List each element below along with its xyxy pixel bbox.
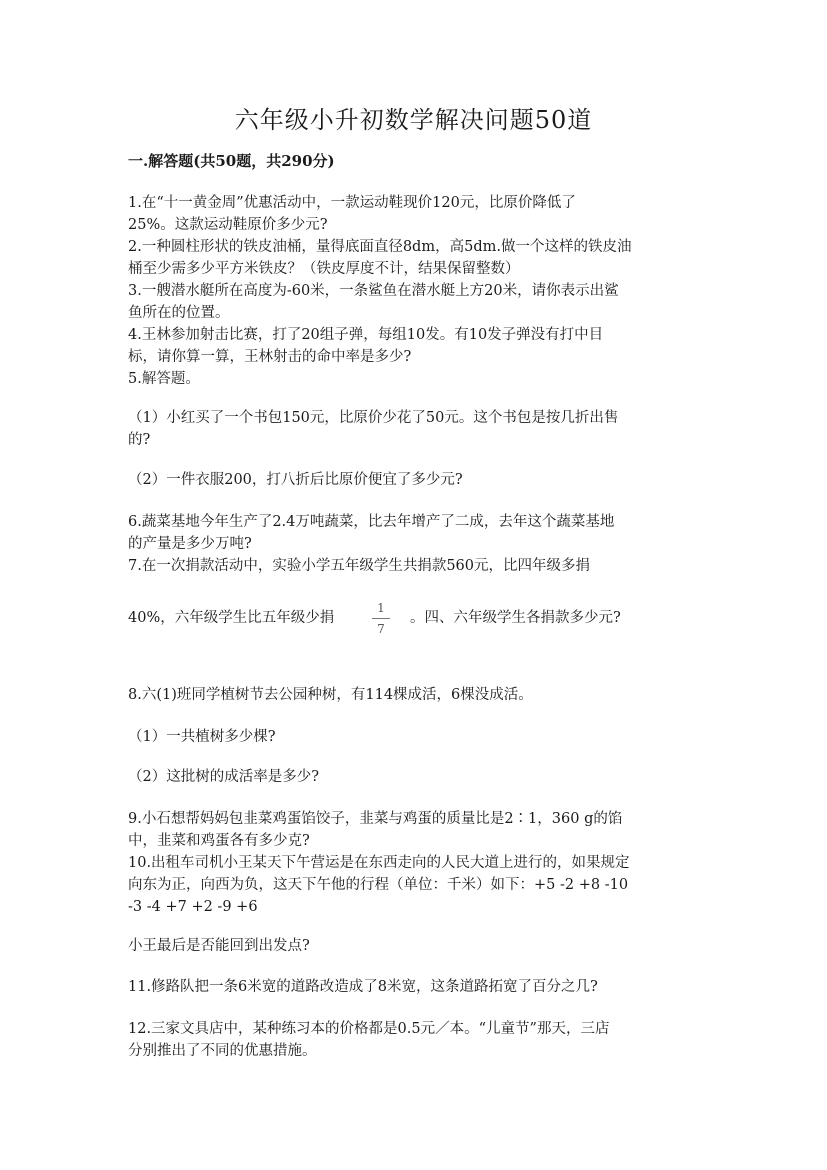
question-line: （2）一件衣服200，打八折后比原价便宜了多少元?: [128, 472, 463, 488]
question-line: 40%，六年级学生比五年级少捐: [128, 610, 335, 626]
fraction-denominator: 7: [377, 622, 385, 636]
page-title: 六年级小升初数学解决问题50道: [234, 106, 593, 134]
question-line: 5.解答题。: [128, 371, 200, 387]
question-line: 鱼所在的位置。: [128, 305, 230, 321]
question-line: 3.一艘潜水艇所在高度为-60米，一条鲨鱼在潜水艇上方20米，请你表示出鲨: [128, 283, 619, 299]
section-heading: 一.解答题(共50题，共290分): [128, 152, 335, 170]
question-line: 8.六(1)班同学植树节去公园种树，有114棵成活，6棵没成活。: [128, 687, 533, 703]
question-line: 4.王林参加射击比赛，打了20组子弹，每组10发。有10发子弹没有打中目: [128, 327, 604, 343]
question-line: 向东为正，向西为负，这天下午他的行程（单位：千米）如下：+5 -2 +8 -10: [128, 877, 629, 893]
question-line: 中，韭菜和鸡蛋各有多少克?: [128, 833, 310, 849]
question-line: 25%。这款运动鞋原价多少元?: [128, 217, 328, 233]
question-line: 小王最后是否能回到出发点?: [128, 938, 310, 954]
fraction-numerator: 1: [377, 601, 385, 615]
question-line: 10.出租车司机小王某天下午营运是在东西走向的人民大道上进行的，如果规定: [128, 855, 630, 871]
question-line: （2）这批树的成活率是多少?: [128, 769, 319, 785]
question-line: 分别推出了不同的优惠措施。: [128, 1043, 317, 1059]
fraction-bar: [372, 618, 390, 619]
fraction: [372, 600, 390, 637]
question-line: 2.一种圆柱形状的铁皮油桶，量得底面直径8dm，高5dm.做一个这样的铁皮油: [128, 239, 632, 255]
question-line: 1.在“十一黄金周”优惠活动中，一款运动鞋现价120元，比原价降低了: [128, 195, 576, 211]
question-line: 的产量是多少万吨?: [128, 536, 252, 552]
question-line: （1）小红买了一个书包150元，比原价少花了50元。这个书包是按几折出售: [128, 410, 619, 426]
question-line: 。四、六年级学生各捐款多少元?: [410, 610, 621, 626]
question-line: 12.三家文具店中，某种练习本的价格都是0.5元／本。“儿童节”那天，三店: [128, 1021, 610, 1037]
question-line: 的?: [128, 432, 151, 448]
question-line: 7.在一次捐款活动中，实验小学五年级学生共捐款560元，比四年级多捐: [128, 558, 591, 574]
question-line: -3 -4 +7 +2 -9 +6: [128, 899, 258, 915]
question-line: （1）一共植树多少棵?: [128, 729, 276, 745]
question-line: 桶至少需多少平方米铁皮？（铁皮厚度不计，结果保留整数）: [128, 261, 520, 277]
question-line: 6.蔬菜基地今年生产了2.4万吨蔬菜，比去年增产了二成，去年这个蔬菜基地: [128, 514, 615, 530]
question-line: 标，请你算一算，王林射击的命中率是多少?: [128, 349, 412, 365]
question-line: 9.小石想帮妈妈包韭菜鸡蛋馅饺子，韭菜与鸡蛋的质量比是2∶1，360 g的馅: [128, 811, 623, 827]
question-line: 11.修路队把一条6米宽的道路改造成了8米宽，这条道路拓宽了百分之几?: [128, 979, 598, 995]
